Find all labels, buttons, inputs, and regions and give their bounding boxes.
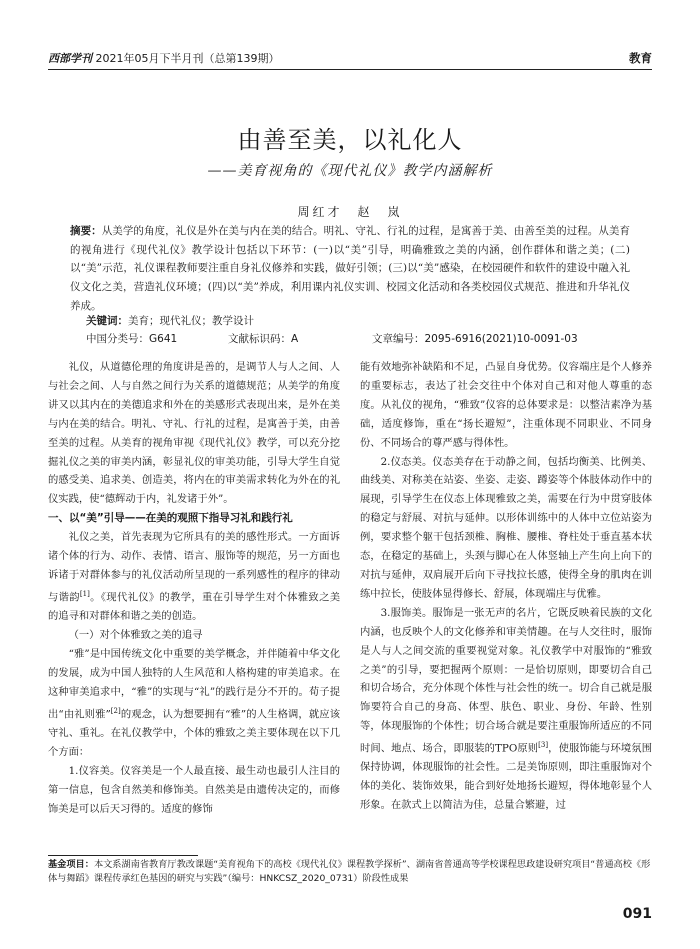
keywords-label: 关键词： bbox=[86, 315, 128, 327]
footnote-text: 本文系湖南省教育厅教改课题“美育视角下的高校《现代礼仪》课程教学探析”、湖南省普通高等学校课程思政建设研究项目“普通高校《形体与舞蹈》课程传承红色基因的研究与实践”（编号：HNKCSZ_2020_0731）阶段性成果 bbox=[48, 859, 651, 884]
paragraph bbox=[48, 528, 340, 626]
document-code: 文献标识码：A bbox=[228, 333, 299, 345]
issue-info: 2021年05月下半月刊（总第139期） bbox=[95, 52, 280, 65]
paragraph: 能有效地弥补缺陷和不足，凸显自身优势。仪容端庄是个人修养的重要标志，表达了社会交往中个体对自己和对他人尊重的态度。从礼仪的视角，“雅致”仪容的总体要求是：以整洁素净为基础，适度修饰，重在“扬长避短”，注重体现不同职业、不同身份、不同场合的尊严感与得体性。 bbox=[360, 361, 652, 449]
funding-footnote bbox=[48, 858, 652, 885]
paragraph bbox=[48, 645, 340, 762]
paragraph: 1.仪容美。仪容美是一个人最直接、最生动也最引人注目的第一信息，包含自然美和修饰美。自然美是由遗传决定的，而修饰美是可以后天习得的。适度的修饰 bbox=[48, 764, 340, 815]
paragraph-text: “雅”是中国传统文化中重要的美学概念，并伴随着中华文化的发展，成为中国人独特的人生风范和人格构建的审美追求。在这种审美追求中，“雅”的实现与“礼”的践行是分不开的。荀子提出“由礼则雅” bbox=[48, 648, 340, 721]
authors: 周红才 赵 岚 bbox=[297, 205, 403, 219]
keywords bbox=[86, 313, 254, 328]
abstract-label: 摘要： bbox=[70, 225, 102, 237]
header-left bbox=[48, 50, 280, 66]
right-column bbox=[360, 358, 652, 815]
paragraph-text: 3.服饰美。服饰是一张无声的名片，它既反映着民族的文化内涵，也反映个人的文化修养和审美情趣。在与人交往时，服饰是人与人之间交流的重要视觉对象。礼仪教学中对服饰的“雅致之美”的引导，要把握两个原则：一是恰切原则，即要切合自己和切合场合，充分体现个体性与社会性的统一。切合自己就是服饰要符合自己的身高、体型、肤色、职业、身份、年龄、性别等，体现服饰的个体性；切合场合就是要注重服饰所适应的不同时间、地点、场合，即服装的TPO原则 bbox=[360, 606, 652, 755]
subsection-heading: （一）对个体雅致之美的追寻 bbox=[68, 629, 203, 642]
paragraph: 2.仪态美。仪态美存在于动静之间，包括均衡美、比例美、曲线美、对称美在站姿、坐姿、走姿、蹲姿等个体肢体动作中的展现，引导学生在仪态上体现雅致之美，需要在行为中贯穿肢体的稳定与舒展、对抗与延伸。以形体训练中的人体中立位站姿为例，要求整个躯干包括颈椎、胸椎、腰椎、脊柱处于垂直基本状态，在稳定的基础上，头颈与脚心在人体竖轴上产生向上向下的对抗与延伸，双肩展开后向下寻找拉长感，使得全身的肌肉在训练中拉长，使肢体显得修长、舒展，体现端庄与优雅。 bbox=[360, 455, 652, 600]
left-column bbox=[48, 358, 340, 819]
citation-ref[interactable]: [2] bbox=[110, 706, 121, 715]
clc-number: 中国分类号：G641 bbox=[86, 333, 178, 345]
article-title: 由善至美，以礼化人 bbox=[237, 126, 463, 154]
footnote-rule bbox=[48, 855, 198, 856]
page-number: 091 bbox=[622, 906, 652, 922]
section-heading: 一、以“美”引导——在美的观照下指导习礼和践行礼 bbox=[48, 512, 293, 525]
citation-ref[interactable]: [3] bbox=[538, 741, 549, 750]
abstract bbox=[70, 222, 630, 316]
paragraph-text: 的观念，认为想要拥有“雅”的人生格调，就应该守礼、重礼。在礼仪教学中，个体的雅致之美主要体现在以下几个方面： bbox=[48, 708, 341, 758]
footnote-label: 基金项目： bbox=[48, 859, 94, 870]
abstract-text: 从美学的角度，礼仪是外在美与内在美的结合。明礼、守礼、行礼的过程，是寓善于美、由善至美的过程。从美育的视角进行《现代礼仪》教学设计包括以下环节：(一)以“美”引导，明确雅致之美的内涵，创作群体和谐之美；(二)以“美”示范，礼仪课程教师要注重自身礼仪修养和实践，做好引领；(三)以“美”感染，在校园硬件和软件的建设中融入礼仪文化之美，营造礼仪环境；(四)以“美”养成，利用课内礼仪实训、校园文化活动和各类校园仪式规范、推进和升华礼仪养成。 bbox=[70, 225, 630, 312]
citation-ref[interactable]: [1] bbox=[79, 589, 90, 598]
section-label: 教育 bbox=[629, 51, 652, 65]
paragraph-text: 礼仪之美，首先表现为它所具有的美的感性形式。一方面诉诸个体的行为、动作、表情、语言、服饰等的规范，另一方面也诉诸于对群体参与的礼仪活动所呈现的一系列感性的程序的律动与谐韵 bbox=[48, 531, 340, 604]
article-subtitle: ——美育视角的《现代礼仪》教学内涵解析 bbox=[207, 163, 493, 179]
header-rule bbox=[48, 69, 652, 70]
paragraph bbox=[360, 604, 652, 815]
journal-name: 西部学刊 bbox=[48, 52, 92, 65]
paragraph-text: ，使服饰能与环境氛围保持协调，体现服饰的社会性。二是美饰原则，即注重服饰对个体的美化、装饰效果，能合到好处地扬长避短，得体地彰显个人形象。在款式上以简洁为佳，总量合繁避，过 bbox=[360, 742, 652, 812]
paragraph: 礼仪，从道德伦理的角度讲是善的，是调节人与人之间、人与社会之间、人与自然之间行为关系的道德规范；从美学的角度讲又以其内在的美德追求和外在的美感形式表现出来，是外在美与内在美的结合。明礼、守礼、行礼的过程，是寓善于美，由善至美的过程。从美育的视角审视《现代礼仪》教学，可以充分挖掘礼仪之美的审美内涵，彰显礼仪的审美功能，引导大学生自觉的感受美、追求美、创造美，将内在的审美需求转化为外在的礼仪实践，使“德辉动于内，礼发诸于外”。 bbox=[48, 361, 340, 506]
keywords-text: 美育；现代礼仪；教学设计 bbox=[128, 315, 254, 327]
paragraph-text: 。《现代礼仪》的教学，重在引导学生对个体雅致之美的追寻和对群体和谐之美的创造。 bbox=[48, 591, 340, 623]
article-number: 文章编号：2095-6916(2021)10-0091-03 bbox=[372, 333, 578, 345]
